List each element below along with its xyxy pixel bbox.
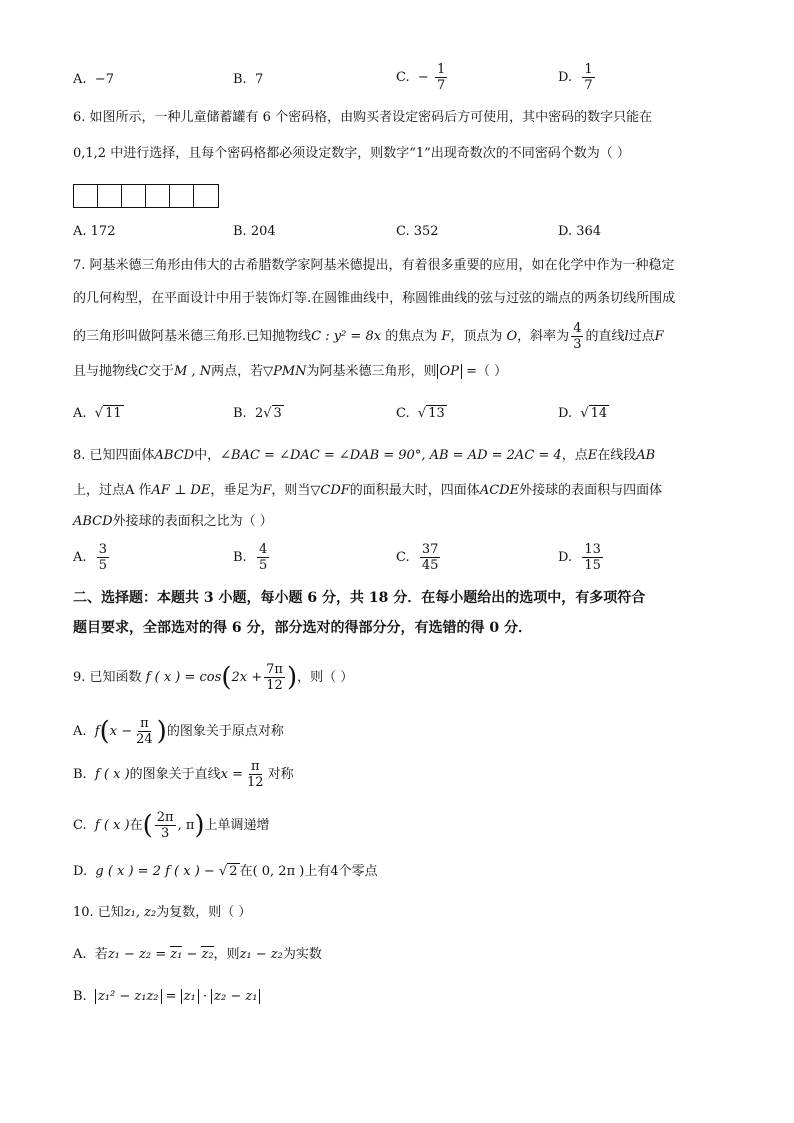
formula: f ( x ) = cos — [145, 670, 222, 685]
fraction — [582, 62, 594, 93]
fraction — [571, 321, 583, 352]
option-label: C. — [396, 550, 410, 565]
sqrt: √ 14 — [580, 406, 608, 421]
fraction — [134, 716, 155, 747]
q7-option-d — [558, 404, 609, 424]
q7-line-2: 的几何构型，在平面设计中用于装饰灯等.在圆锥曲线中，称圆锥曲线的弦与过弦的端点的两条切线所围成 — [73, 291, 676, 306]
q7-option-b — [233, 404, 284, 424]
text: 为阿基米德三角形，则 — [306, 364, 437, 379]
q6-option-a: A. 172 — [73, 224, 116, 239]
option-label: A. — [73, 406, 87, 421]
formula: C : y² = 8x — [311, 329, 382, 344]
option-label: D. — [558, 70, 573, 85]
sqrt: √ 13 — [417, 406, 445, 421]
denominator: 7 — [584, 78, 593, 93]
text: 8. 已知四面体 — [73, 448, 155, 463]
text: 过点 — [628, 329, 655, 344]
fraction — [582, 542, 603, 573]
password-grid — [73, 184, 219, 208]
password-cell — [146, 185, 170, 207]
q9-option-a — [73, 716, 284, 747]
q7-line-3 — [73, 321, 664, 352]
option-value: 7 — [254, 72, 264, 87]
conjugate: z₁ — [170, 947, 183, 962]
numerator: 3 — [98, 542, 108, 557]
sqrt: √ 3 — [263, 406, 282, 421]
text: 的三角形叫做阿基米德三角形.已知抛物线 — [73, 329, 312, 344]
q6-option-c: C. 352 — [396, 224, 439, 239]
q5-option-a — [73, 70, 114, 90]
option-value: −7 — [94, 72, 114, 87]
text: 交于 — [147, 364, 174, 379]
option-label: B. — [73, 767, 87, 782]
formula: C — [138, 364, 148, 379]
text: 上，过点A 作 — [73, 483, 152, 498]
option-label: B. — [233, 406, 247, 421]
q7-line-1: 7. 阿基米德三角形由伟大的古希腊数学家阿基米德提出，有着很多重要的应用，如在化学中作为一种稳定 — [73, 258, 675, 273]
text: 且与抛物线 — [73, 364, 139, 379]
formula: O — [506, 329, 518, 344]
coefficient: 2 — [254, 406, 264, 421]
denominator: 45 — [421, 558, 439, 573]
abs-value: z₁² − z₁z₂ — [95, 989, 162, 1004]
text: 的图象关于原点对称 — [166, 724, 284, 739]
formula: f — [94, 724, 100, 739]
q8-line-3 — [73, 512, 273, 532]
fraction — [97, 542, 109, 573]
option-label: A. — [73, 724, 87, 739]
option-label: D. — [558, 406, 573, 421]
formula: OP — [437, 364, 462, 379]
formula: M , N — [173, 364, 212, 379]
section-heading-line-1: 二、选择题：本题共 3 小题，每小题 6 分，共 18 分．在每小题给出的选项中，有多项符合 — [73, 590, 646, 606]
q8-option-c — [396, 542, 442, 573]
denominator: 7 — [436, 78, 446, 93]
radicand: 14 — [590, 406, 608, 421]
fraction — [257, 542, 269, 573]
text: 的直线 — [585, 329, 625, 344]
fraction — [155, 810, 176, 841]
paren: ( — [142, 810, 153, 841]
q6-option-d: D. 364 — [558, 224, 602, 239]
formula: f ( x ) — [94, 767, 130, 782]
denominator: 3 — [573, 337, 582, 352]
text: ，斜率为 — [517, 329, 570, 344]
radicand: 11 — [105, 406, 122, 421]
numerator: 1 — [584, 62, 593, 77]
q8-option-d — [558, 542, 605, 573]
formula: ABCD — [154, 448, 195, 463]
text: 对称 — [267, 767, 294, 782]
paren: ) — [194, 810, 205, 841]
text: 的图象关于直线 — [129, 767, 221, 782]
formula: E — [587, 448, 598, 463]
denominator: 5 — [98, 558, 108, 573]
q9-option-b — [73, 759, 294, 790]
text: 中， — [194, 448, 221, 463]
text: 的焦点为 — [381, 329, 442, 344]
formula: x = — [220, 767, 244, 782]
text: 在 — [239, 864, 253, 879]
password-cell — [194, 185, 218, 207]
text: 9. 已知函数 — [73, 670, 142, 685]
formula: z₁ − z₂ = — [107, 947, 171, 962]
formula: − — [182, 947, 202, 962]
section-heading-line-2: 题目要求，全部选对的得 6 分，部分选对的得部分分，有选错的得 0 分． — [73, 620, 532, 636]
formula: ▽PMN — [263, 364, 307, 379]
q10-option-a — [73, 945, 322, 965]
q6-line-2: 0,1,2 中进行选择，且每个密码格都必须设定数字，则数字“1”出现奇数次的不同密码个数为（ ） — [73, 146, 630, 161]
option-label: B. — [233, 550, 247, 565]
q7-option-c — [396, 404, 447, 424]
paren: ( — [221, 662, 232, 693]
numerator: 2π — [156, 810, 174, 825]
paren: ) — [156, 716, 167, 747]
radicand: 13 — [428, 406, 445, 421]
q5-option-c — [396, 62, 449, 93]
text: 外接球的表面积之比为（ ） — [112, 514, 273, 529]
text: ，则当 — [271, 483, 311, 498]
text: 两点，若 — [211, 364, 264, 379]
denominator: 12 — [247, 775, 264, 790]
formula: 2x + — [231, 670, 263, 685]
abs-value: z₂ − z₁ — [211, 989, 260, 1004]
formula: , π — [177, 818, 195, 833]
option-label: C. — [73, 818, 87, 833]
paren: ( — [99, 716, 110, 747]
q10-stem — [73, 903, 251, 923]
text: 若 — [94, 947, 108, 962]
text: ，垂足为 — [210, 483, 263, 498]
formula: g ( x ) = 2 f ( x ) − — [95, 864, 219, 879]
denominator: 5 — [258, 558, 268, 573]
password-cell — [98, 185, 122, 207]
q8-option-a — [73, 542, 111, 573]
formula: F — [441, 329, 451, 344]
text: =（ ） — [461, 364, 508, 379]
denominator: 3 — [161, 826, 170, 841]
option-label: C. — [396, 70, 410, 85]
text: 上单调递增 — [204, 818, 270, 833]
formula: ACDE — [479, 483, 520, 498]
radicand: 3 — [273, 406, 282, 421]
numerator: π — [140, 716, 149, 731]
text: 外接球的表面积与四面体 — [519, 483, 663, 498]
formula: ( 0, 2π ) — [252, 864, 305, 879]
radicand: 2 — [229, 864, 238, 879]
numerator: 1 — [436, 62, 446, 77]
option-label: D. — [73, 864, 88, 879]
formula: AF ⊥ DE — [151, 483, 211, 498]
fraction — [264, 662, 285, 693]
numerator: 13 — [584, 542, 601, 557]
option-label: A. — [73, 947, 87, 962]
formula: ∠BAC = ∠DAC = ∠DAB = 90°, AB = AD = 2AC = 4 — [220, 448, 562, 463]
formula: F — [654, 329, 664, 344]
q8-line-2 — [73, 481, 662, 501]
password-cell — [74, 185, 98, 207]
q5-option-d — [558, 62, 597, 93]
numerator: 37 — [421, 542, 439, 557]
numerator: 7π — [266, 662, 283, 677]
formula: ABCD — [73, 514, 113, 529]
denominator: 24 — [136, 732, 153, 747]
formula: AB — [636, 448, 656, 463]
formula: f ( x ) — [94, 818, 130, 833]
q7-option-a — [73, 404, 124, 424]
option-label: A. — [73, 550, 87, 565]
text: 上有4个零点 — [304, 864, 378, 879]
text: 在线段 — [597, 448, 637, 463]
conjugate: z₂ — [201, 947, 214, 962]
text: ，顶点为 — [450, 329, 507, 344]
option-sign: − — [417, 70, 429, 85]
q5-option-b — [233, 70, 263, 90]
formula: z₁ − z₂ — [239, 947, 283, 962]
formula: F — [262, 483, 272, 498]
formula: ▽CDF — [310, 483, 350, 498]
q8-line-1 — [73, 446, 655, 466]
option-label: D. — [558, 550, 573, 565]
formula: z₁, z₂ — [123, 905, 157, 920]
option-label: B. — [233, 72, 247, 87]
formula: · — [198, 989, 212, 1004]
text: 在 — [129, 818, 143, 833]
q6-line-1: 6. 如图所示，一种儿童储蓄罐有 6 个密码格，由购买者设定密码后方可使用，其中密码的数字只能在 — [73, 110, 653, 125]
q9-stem — [73, 662, 353, 693]
abs-value: z₁ — [181, 989, 199, 1004]
q6-option-b: B. 204 — [233, 224, 276, 239]
denominator: 12 — [266, 678, 283, 693]
password-cell — [170, 185, 194, 207]
text: ，点 — [561, 448, 588, 463]
text: ，则 — [213, 947, 240, 962]
fraction — [420, 542, 441, 573]
option-label: A. — [73, 72, 87, 87]
fraction — [245, 759, 266, 790]
sqrt: √ 2 — [218, 864, 238, 879]
text: 为复数，则（ ） — [156, 905, 252, 920]
password-cell — [122, 185, 146, 207]
q10-option-b — [73, 987, 260, 1007]
text: 的面积最大时，四面体 — [349, 483, 480, 498]
sqrt: √ 11 — [94, 406, 122, 421]
q9-option-d — [73, 862, 378, 882]
formula: l — [624, 329, 629, 344]
numerator: 4 — [258, 542, 268, 557]
text: ，则（ ） — [297, 670, 354, 685]
formula: x − — [109, 724, 133, 739]
q7-line-4 — [73, 362, 507, 382]
text: 为实数 — [282, 947, 322, 962]
option-label: C. — [396, 406, 410, 421]
paren: ) — [286, 662, 298, 693]
text: 10. 已知 — [73, 905, 124, 920]
denominator: 15 — [584, 558, 601, 573]
formula: = — [161, 989, 181, 1004]
numerator: π — [251, 759, 260, 774]
q8-option-b — [233, 542, 271, 573]
numerator: 4 — [573, 321, 582, 336]
fraction — [435, 62, 447, 93]
q9-option-c — [73, 810, 270, 841]
option-label: B. — [73, 989, 87, 1004]
